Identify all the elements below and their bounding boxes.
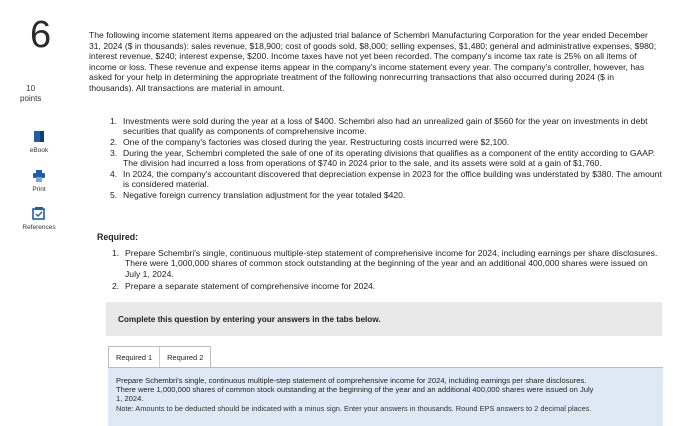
panel-note: Note: Amounts to be deducted should be indicated with a minus sign. Enter your answers in thousands. Round EPS answers to 2 decimal places. (116, 404, 592, 413)
references-label: References (22, 224, 56, 231)
item-text: During the year, Schembri completed the sale of one of its operating divisions that qualifies as a component of the entity according to GAAP. The division had incurred a loss from operations of $740 in 2024 prior to the sale, and its assets were sold at a gain of $1,760. (123, 147, 656, 169)
points-label: points (20, 94, 42, 103)
list-item (112, 281, 660, 291)
instruction-banner (106, 302, 662, 336)
question-intro: The following income statement items appeared on the adjusted trial balance of Schembri Manufacturing Corporation for the year ended December 31, 2024 ($ in thousands): sales revenue, $18,900; cost of goods sold, $8,000; selling expenses, $1,480; general and administrative expenses, $980; interest revenue, $240; interest expense, $200. Income taxes have not yet been recorded. The company's income tax rate is 25% on all items of income or loss. These revenue and expense items appear in the company's income statement every year. The company's controller, however, has asked for your help in determining the appropriate treatment of the following nonrecurring transactions that also occurred during 2024 ($ in thousands). All transactions are material in amount. (89, 30, 657, 93)
print-label: Print (32, 186, 46, 193)
item-number: 2. (112, 280, 120, 291)
list-item (110, 137, 670, 147)
item-number: 5. (110, 190, 118, 201)
question-number: 6 (30, 14, 52, 56)
transactions-list (110, 116, 670, 201)
list-item (110, 116, 670, 137)
book-icon (14, 130, 64, 145)
points-value: 10 (26, 84, 36, 93)
list-item (112, 248, 660, 279)
item-text: Negative foreign currency translation adjustment for the year totaled $420. (123, 190, 406, 201)
item-text: Investments were sold during the year at a loss of $400. Schembri also had an unrealized gain of $560 for the year on investments in debt securities that qualify as components of comprehensive income. (123, 116, 648, 137)
item-text: Prepare a separate statement of comprehensive income for 2024. (125, 280, 376, 291)
print-button[interactable] (14, 170, 64, 193)
ebook-button[interactable] (14, 130, 64, 154)
tab-required-2[interactable]: Required 2 (167, 353, 204, 362)
tab-panel (108, 367, 663, 426)
required-list (112, 248, 660, 293)
item-number: 2. (110, 137, 118, 148)
item-number: 1. (110, 116, 118, 126)
item-number: 1. (112, 248, 120, 258)
references-icon (14, 207, 64, 222)
item-text: One of the company's factories was closed during the year. Restructuring costs incurred were $2,100. (123, 137, 510, 148)
answer-tabs (108, 346, 211, 368)
required-heading: Required: (97, 232, 139, 242)
ebook-label: eBook (29, 147, 49, 154)
printer-icon (14, 170, 64, 184)
tab-required-1[interactable]: Required 1 (109, 347, 160, 368)
list-item (110, 169, 670, 190)
list-item (110, 148, 670, 169)
list-item (110, 190, 670, 200)
item-number: 4. (110, 168, 118, 179)
item-number: 3. (110, 147, 118, 158)
banner-text: Complete this question by entering your answers in the tabs below. (118, 315, 381, 324)
points-indicator (20, 84, 41, 104)
panel-instructions: Prepare Schembri's single, continuous multiple-step statement of comprehensive income for 2024, including earnings per share disclosures. There were 1,000,000 shares of common stock outstanding at the beginning of the year and an additional 400,000 shares were issued on July 1, 2024. (116, 376, 594, 403)
references-button[interactable] (14, 207, 64, 231)
item-text: Prepare Schembri's single, continuous multiple-step statement of comprehensive income for 2024, including earnings per share disclosures. There were 1,000,000 shares of common stock outstanding at the beginning of the year and an additional 400,000 shares were issued on July 1, 2024. (125, 248, 658, 279)
item-text: In 2024, the company's accountant discovered that depreciation expense in 2023 for the office building was understated by $380. The amount is considered material. (123, 168, 662, 190)
